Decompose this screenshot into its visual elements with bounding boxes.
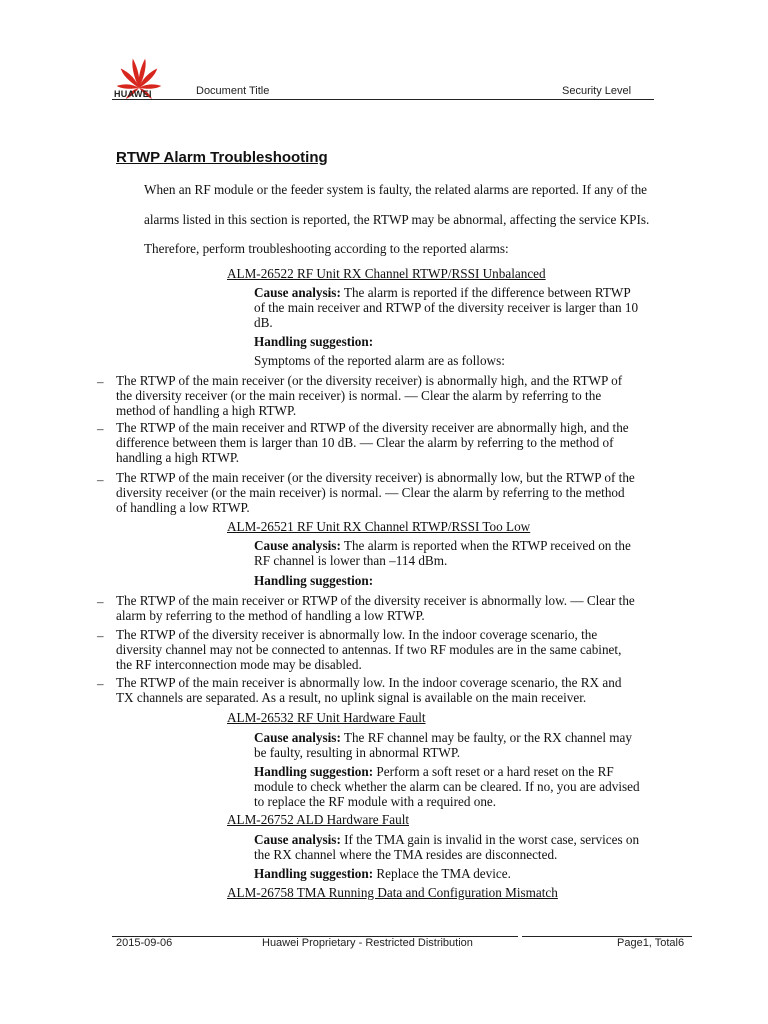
- cause-text: dB.: [254, 315, 273, 330]
- bullet-text: the diversity receiver (or the main receiver) is normal. — Clear the alarm by referring to the: [116, 388, 602, 403]
- footer-date: 2015-09-06: [116, 937, 173, 949]
- bullet-marker: –: [97, 421, 104, 436]
- bullet-marker: –: [97, 628, 104, 643]
- alarm-title-26758: ALM-26758 TMA Running Data and Configuration Mismatch: [227, 885, 558, 900]
- document-title: Document Title: [196, 85, 270, 97]
- symptoms-intro: Symptoms of the reported alarm are as follows:: [254, 353, 505, 368]
- header-divider: [112, 99, 654, 100]
- footer-classification: Huawei Proprietary - Restricted Distribution: [262, 937, 473, 949]
- handling-label-26522: Handling suggestion:: [254, 334, 374, 349]
- bullet-text: the RF interconnection mode may be disabled.: [116, 657, 362, 672]
- logo-wordmark: HUAWEI: [114, 89, 152, 99]
- bullet-text: difference between them is larger than 10 dB. — Clear the alarm by referring to the method of: [116, 435, 614, 450]
- intro-line-3: Therefore, perform troubleshooting according to the reported alarms:: [144, 241, 509, 256]
- handling-text: to replace the RF module with a required one.: [254, 794, 497, 809]
- handling-suggestion-26752: Handling suggestion: Replace the TMA device.: [254, 866, 511, 881]
- bullet-marker: –: [97, 374, 104, 389]
- bullet-text: The RTWP of the main receiver and RTWP of the diversity receiver are abnormally high, and the: [116, 420, 629, 435]
- bullet-text: The RTWP of the main receiver (or the diversity receiver) is abnormally high, and the RTWP of: [116, 373, 623, 388]
- bullet-text: The RTWP of the main receiver is abnormally low. In the indoor coverage scenario, the RX and: [116, 675, 622, 690]
- bullet-marker: –: [97, 594, 104, 609]
- intro-line-2: alarms listed in this section is reported, the RTWP may be abnormal, affecting the service KPIs.: [144, 212, 650, 227]
- cause-text: be faulty, resulting in abnormal RTWP.: [254, 745, 461, 760]
- bullet-text: TX channels are separated. As a result, no uplink signal is available on the main receiver.: [116, 690, 587, 705]
- cause-analysis-26521: Cause analysis: The alarm is reported when the RTWP received on the: [254, 538, 631, 553]
- bullet-text: diversity channel may not be connected to antennas. If two RF modules are in the same cabinet,: [116, 642, 622, 657]
- bullet-text: method of handling a high RTWP.: [116, 403, 297, 418]
- bullet-marker: –: [97, 472, 104, 487]
- bullet-marker: –: [97, 676, 104, 691]
- cause-analysis-26752: Cause analysis: If the TMA gain is invalid in the worst case, services on: [254, 832, 640, 847]
- alarm-title-26521: ALM-26521 RF Unit RX Channel RTWP/RSSI Too Low: [227, 519, 531, 534]
- security-level: Security Level: [562, 85, 632, 97]
- alarm-title-26522: ALM-26522 RF Unit RX Channel RTWP/RSSI Unbalanced: [227, 266, 546, 281]
- alarm-title-26752: ALM-26752 ALD Hardware Fault: [227, 812, 410, 827]
- cause-analysis-26532: Cause analysis: The RF channel may be faulty, or the RX channel may: [254, 730, 632, 745]
- handling-suggestion-26532: Handling suggestion: Perform a soft reset or a hard reset on the RF: [254, 764, 614, 779]
- bullet-text: The RTWP of the main receiver (or the diversity receiver) is abnormally low, but the RTWP of the: [116, 470, 635, 485]
- bullet-text: The RTWP of the diversity receiver is abnormally low. In the indoor coverage scenario, the: [116, 627, 598, 642]
- bullet-text: diversity receiver (or the main receiver) is normal. — Clear the alarm by referring to the method: [116, 485, 625, 500]
- alarm-title-26532: ALM-26532 RF Unit Hardware Fault: [227, 710, 426, 725]
- cause-text: of the main receiver and RTWP of the diversity receiver is larger than 10: [254, 300, 639, 315]
- bullet-text: handling a high RTWP.: [116, 450, 240, 465]
- bullet-text: alarm by referring to the method of handling a low RTWP.: [116, 608, 425, 623]
- cause-text: RF channel is lower than –114 dBm.: [254, 553, 448, 568]
- footer-page-number: Page1, Total6: [617, 937, 685, 949]
- section-heading: RTWP Alarm Troubleshooting: [116, 149, 328, 166]
- bullet-text: of handling a low RTWP.: [116, 500, 250, 515]
- handling-text: module to check whether the alarm can be cleared. If no, you are advised: [254, 779, 640, 794]
- cause-text: the RX channel where the TMA resides are disconnected.: [254, 847, 558, 862]
- handling-label-26521: Handling suggestion:: [254, 573, 374, 588]
- bullet-text: The RTWP of the main receiver or RTWP of the diversity receiver is abnormally low. — Clear the: [116, 593, 635, 608]
- cause-analysis-26522: Cause analysis: The alarm is reported if the difference between RTWP: [254, 285, 631, 300]
- intro-line-1: When an RF module or the feeder system is faulty, the related alarms are reported. If any of the: [144, 182, 648, 197]
